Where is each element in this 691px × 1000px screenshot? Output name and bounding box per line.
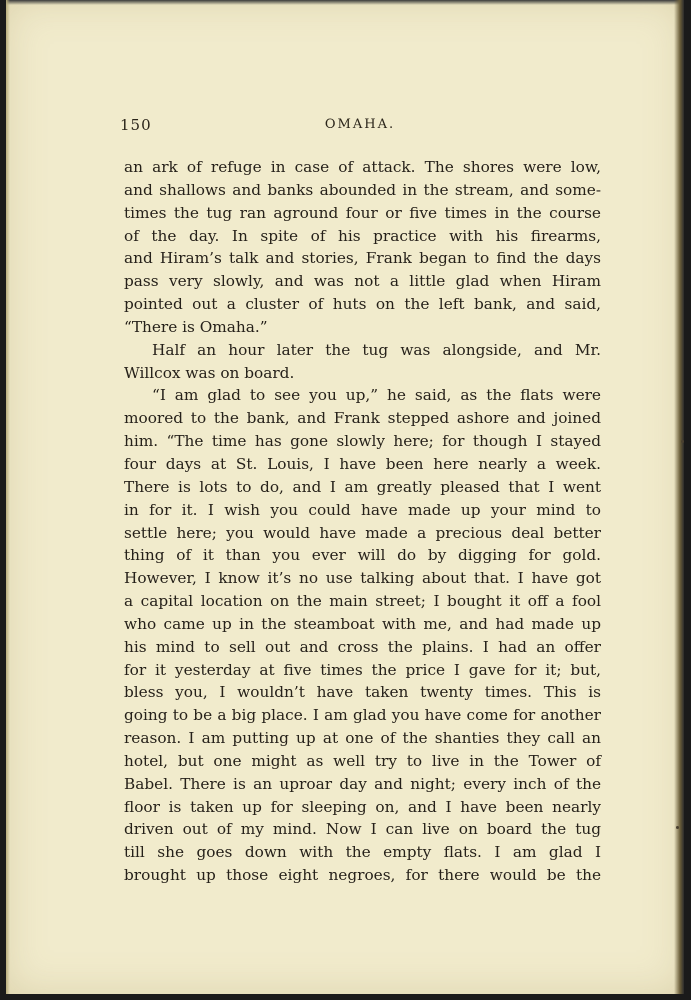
- margin-speck: [681, 440, 684, 443]
- text-line: a capital location on the main street; I bought it off a fool: [124, 592, 601, 611]
- page-number: 150: [120, 116, 152, 134]
- page-header: [120, 116, 600, 138]
- text-line: moored to the bank, and Frank stepped ashore and joined: [124, 409, 601, 428]
- text-line: times the tug ran aground four or five times in the course: [124, 203, 601, 222]
- text-line: and Hiram’s talk and stories, Frank began to find the days: [124, 249, 601, 268]
- text-line: reason. I am putting up at one of the shanties they call an: [124, 729, 601, 748]
- text-line: pass very slowly, and was not a little glad when Hiram: [124, 272, 601, 291]
- text-line: him. “The time has gone slowly here; for though I stayed: [124, 432, 601, 451]
- page-left-edge: [6, 0, 10, 994]
- text-line: who came up in the steamboat with me, and had made up: [124, 614, 601, 633]
- text-line: bless you, I wouldn’t have taken twenty times. This is: [124, 683, 601, 702]
- text-line: Half an hour later the tug was alongside, and Mr.: [152, 340, 601, 359]
- text-line: going to be a big place. I am glad you have come for another: [124, 706, 601, 725]
- running-head: OMAHA.: [324, 117, 396, 132]
- text-line: brought up those eight negroes, for there would be the: [124, 866, 601, 885]
- text-line: pointed out a cluster of huts on the left bank, and said,: [124, 295, 601, 314]
- text-line: However, I know it’s no use talking about that. I have got: [124, 569, 601, 588]
- text-line: for it yesterday at five times the price I gave for it; but,: [124, 660, 601, 679]
- text-line: of the day. In spite of his practice with his firearms,: [124, 226, 601, 245]
- text-line: his mind to sell out and cross the plains. I had an offer: [124, 637, 601, 656]
- text-line: floor is taken up for sleeping on, and I have been nearly: [124, 797, 601, 816]
- text-line: “There is Omaha.”: [124, 317, 268, 336]
- text-line: till she goes down with the empty flats. I am glad I: [124, 843, 601, 862]
- text-line: settle here; you would have made a precious deal better: [124, 523, 601, 542]
- margin-speck: [676, 826, 679, 829]
- text-line: “I am glad to see you up,” he said, as the flats were: [152, 386, 601, 405]
- page-right-edge: [674, 0, 684, 994]
- text-line: in for it. I wish you could have made up your mind to: [124, 500, 601, 519]
- text-line: driven out of my mind. Now I can live on board the tug: [124, 820, 601, 839]
- text-line: Willcox was on board.: [124, 363, 295, 382]
- text-line: an ark of refuge in case of attack. The shores were low,: [124, 158, 601, 176]
- text-line: and shallows and banks abounded in the stream, and some-: [124, 180, 601, 199]
- text-line: four days at St. Louis, I have been here nearly a week.: [124, 454, 601, 473]
- book-page: [6, 0, 684, 994]
- text-line: hotel, but one might as well try to live in the Tower of: [124, 751, 601, 770]
- text-line: There is lots to do, and I am greatly pleased that I went: [124, 477, 601, 496]
- text-line: Babel. There is an uproar day and night; every inch of the: [124, 774, 601, 793]
- page-top-shadow: [6, 0, 684, 5]
- text-line: thing of it than you ever will do by digging for gold.: [124, 546, 601, 565]
- body-text: [124, 156, 601, 887]
